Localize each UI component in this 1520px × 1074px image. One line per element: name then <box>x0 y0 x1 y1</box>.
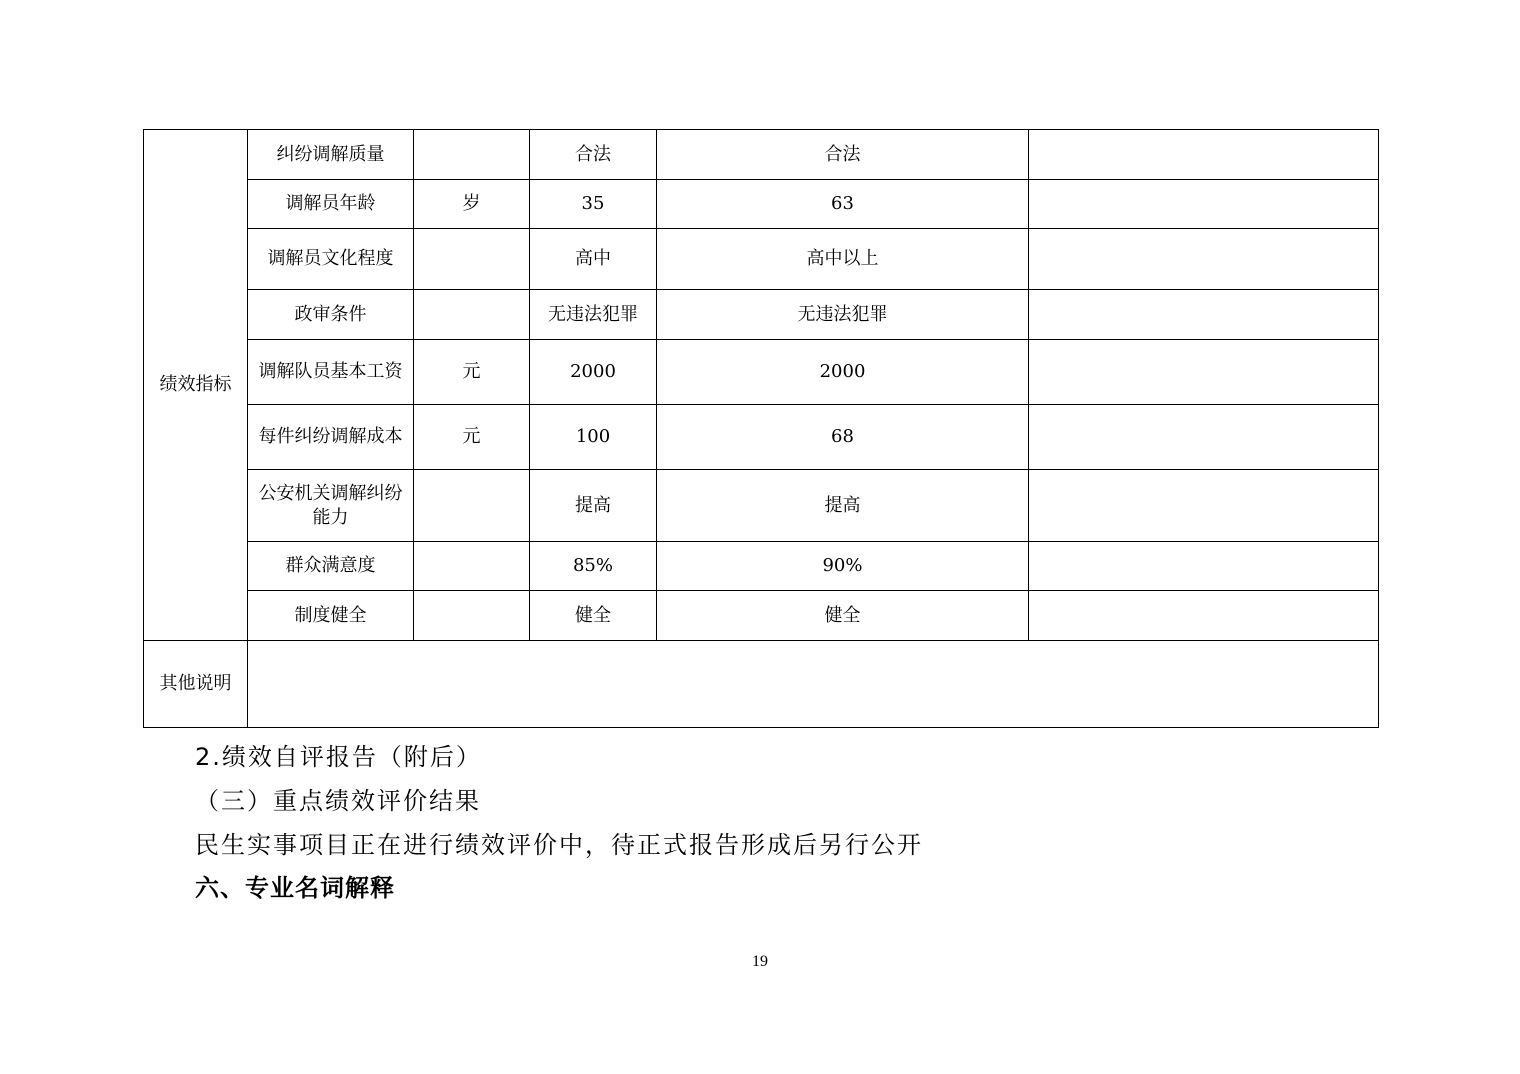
note-cell <box>1029 470 1379 542</box>
note-cell <box>1029 591 1379 641</box>
livelihood-project-statement: 民生实事项目正在进行绩效评价中，待正式报告形成后另行公开 <box>195 831 923 859</box>
unit-cell: 元 <box>414 405 530 470</box>
target-value-cell: 健全 <box>530 591 657 641</box>
table-row <box>144 229 1379 290</box>
target-value-cell: 提高 <box>530 470 657 542</box>
note-cell <box>1029 180 1379 229</box>
indicator-name-cell: 调解员年龄 <box>248 180 414 229</box>
page-number: 19 <box>752 953 768 970</box>
unit-cell <box>414 130 530 180</box>
key-evaluation-results-line: （三）重点绩效评价结果 <box>195 787 481 815</box>
note-cell <box>1029 229 1379 290</box>
actual-value-cell: 90% <box>657 542 1029 591</box>
target-value-cell: 合法 <box>530 130 657 180</box>
table-row <box>144 130 1379 180</box>
actual-value-cell: 合法 <box>657 130 1029 180</box>
performance-table <box>143 129 1379 728</box>
indicator-name-cell: 调解员文化程度 <box>248 229 414 290</box>
other-notes-label: 其他说明 <box>144 641 248 728</box>
note-cell <box>1029 542 1379 591</box>
unit-cell: 岁 <box>414 180 530 229</box>
table-row <box>144 641 1379 728</box>
unit-cell <box>414 290 530 340</box>
actual-value-cell: 高中以上 <box>657 229 1029 290</box>
note-cell <box>1029 290 1379 340</box>
unit-cell <box>414 591 530 641</box>
note-cell <box>1029 340 1379 405</box>
indicator-name-cell: 调解队员基本工资 <box>248 340 414 405</box>
note-cell <box>1029 130 1379 180</box>
unit-cell <box>414 229 530 290</box>
table-row <box>144 591 1379 641</box>
group-label-cell: 绩效指标 <box>144 130 248 641</box>
target-value-cell: 35 <box>530 180 657 229</box>
indicator-name-cell: 每件纠纷调解成本 <box>248 405 414 470</box>
target-value-cell: 100 <box>530 405 657 470</box>
actual-value-cell: 提高 <box>657 470 1029 542</box>
table-row <box>144 180 1379 229</box>
actual-value-cell: 68 <box>657 405 1029 470</box>
table-row <box>144 542 1379 591</box>
unit-cell <box>414 470 530 542</box>
target-value-cell: 无违法犯罪 <box>530 290 657 340</box>
table-row <box>144 470 1379 542</box>
target-value-cell: 高中 <box>530 229 657 290</box>
table-row <box>144 290 1379 340</box>
actual-value-cell: 健全 <box>657 591 1029 641</box>
actual-value-cell: 2000 <box>657 340 1029 405</box>
indicator-name-cell: 制度健全 <box>248 591 414 641</box>
note-cell <box>1029 405 1379 470</box>
section-heading: 六、专业名词解释 <box>195 874 395 902</box>
self-evaluation-report-line: 2.绩效自评报告（附后） <box>195 743 482 771</box>
target-value-cell: 85% <box>530 542 657 591</box>
other-notes-value <box>248 641 1379 728</box>
actual-value-cell: 63 <box>657 180 1029 229</box>
unit-cell <box>414 542 530 591</box>
indicator-name-cell: 纠纷调解质量 <box>248 130 414 180</box>
unit-cell: 元 <box>414 340 530 405</box>
indicator-name-cell: 公安机关调解纠纷能力 <box>248 470 414 542</box>
table-row <box>144 405 1379 470</box>
actual-value-cell: 无违法犯罪 <box>657 290 1029 340</box>
target-value-cell: 2000 <box>530 340 657 405</box>
indicator-name-cell: 群众满意度 <box>248 542 414 591</box>
indicator-name-cell: 政审条件 <box>248 290 414 340</box>
table-row <box>144 340 1379 405</box>
